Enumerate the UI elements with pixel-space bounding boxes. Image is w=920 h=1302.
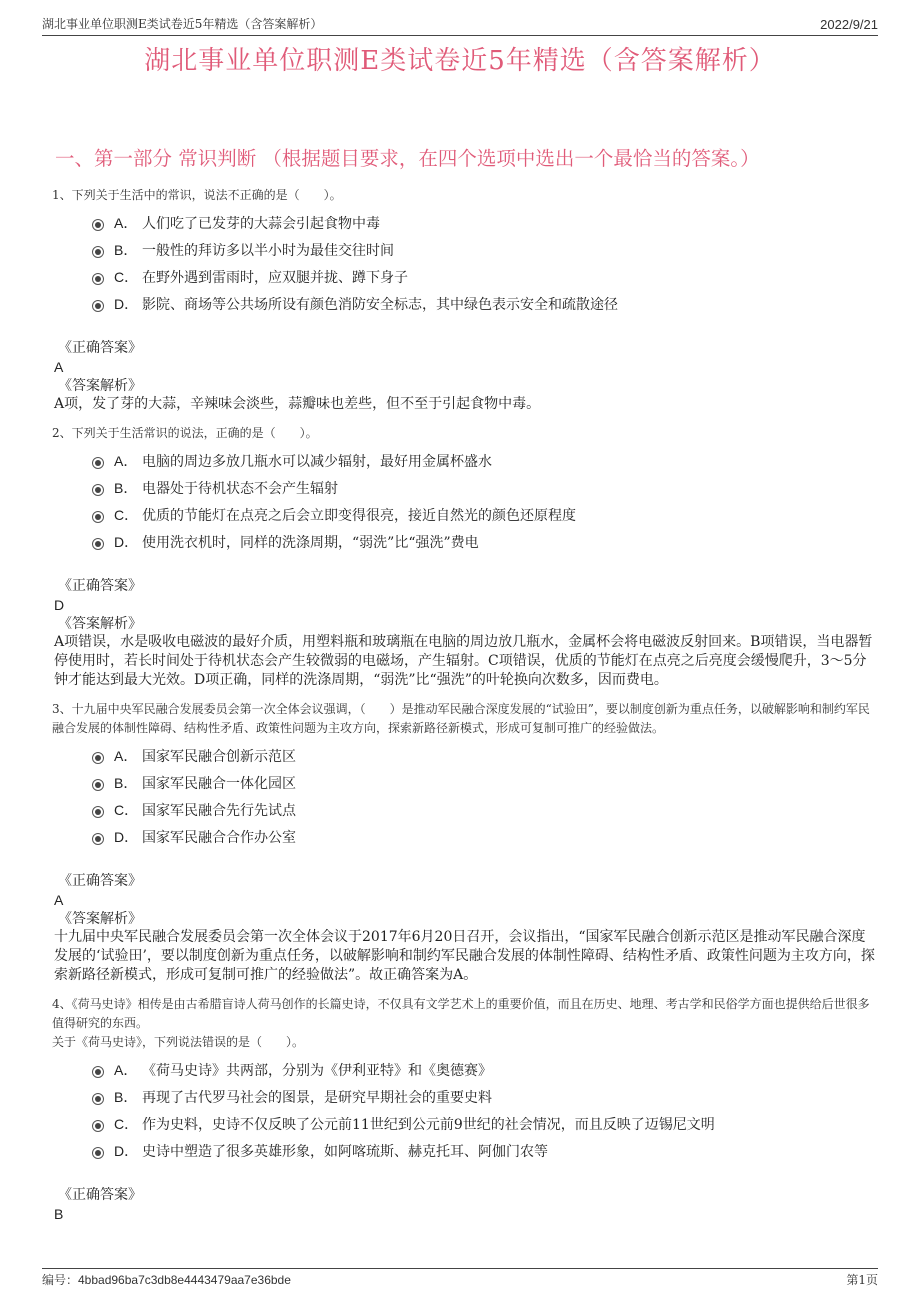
option-text: 史诗中塑造了很多英雄形象，如阿喀琉斯、赫克托耳、阿伽门农等	[142, 1143, 548, 1160]
correct-answer: B	[54, 1206, 64, 1222]
question-3	[52, 700, 878, 985]
radio-icon[interactable]	[92, 1120, 104, 1132]
option-text: 电器处于待机状态不会产生辐射	[142, 480, 338, 497]
question-list	[52, 186, 878, 1234]
explanation-text: A项，发了芽的大蒜，辛辣味会淡些，蒜瓣味也差些，但不至于引起食物中毒。	[54, 396, 541, 412]
explanation-text: A项错误，水是吸收电磁波的最好介质，用塑料瓶和玻璃瓶在电脑的周边放几瓶水，金属杯会将电磁波反射回来。B项错误，当电器暂停使用时，若长时间处于待机状态会产生较微弱的电磁场，产生辐射。C项错误，优质的节能灯在点亮之后亮度会缓慢爬升，3～5分钟才能达到最大光效。D项正确，同样的洗涤周期，“弱洗”比“强洗”的叶轮换向次数多，因而费电。	[54, 634, 873, 688]
radio-icon[interactable]	[92, 1066, 104, 1078]
document-code: 编号：4bbad96ba7c3db8e4443479aa7e36bde	[42, 1272, 291, 1287]
option-letter: A．	[114, 452, 138, 469]
option-list	[92, 1056, 878, 1164]
option-d[interactable]	[92, 290, 878, 317]
question-stem: 1、下列关于生活中的常识，说法不正确的是（ ）。	[52, 188, 342, 202]
option-a[interactable]	[92, 1056, 878, 1083]
option-d[interactable]	[92, 528, 878, 555]
explanation-label: 《答案解析》	[58, 911, 142, 927]
explanation-label: 《答案解析》	[58, 616, 142, 632]
page-number: 第1页	[846, 1272, 878, 1287]
option-text: 作为史料，史诗不仅反映了公元前11世纪到公元前9世纪的社会情况，而且反映了迈锡尼文明	[142, 1116, 715, 1133]
option-c[interactable]	[92, 501, 878, 528]
option-text: 再现了古代罗马社会的图景，是研究早期社会的重要史料	[142, 1089, 492, 1106]
option-letter: A．	[114, 214, 138, 231]
option-letter: B．	[114, 241, 138, 258]
option-list	[92, 209, 878, 317]
radio-icon[interactable]	[92, 779, 104, 791]
answer-section	[52, 872, 878, 985]
question-stem: 3、十九届中央军民融合发展委员会第一次全体会议强调，（ ）是推动军民融合深度发展的“试验田”，要以制度创新为重点任务，以破解影响和制约军民融合发展的体制性障碍、结构性矛盾、政策性问题为主攻方向，探索新路径新模式，形成可复制可推广的经验做法。	[52, 702, 870, 735]
option-letter: D．	[114, 828, 139, 845]
radio-icon[interactable]	[92, 511, 104, 523]
explanation-text: 十九届中央军民融合发展委员会第一次全体会议于2017年6月20日召开，会议指出，“国家军民融合创新示范区是推动军民融合深度发展的‘试验田’，要以制度创新为重点任务，以破解影响和制约军民融合发展的体制性障碍、结构性矛盾、政策性问题为主攻方向，探索新路径新模式，形成可复制可推广的经验做法”。故正确答案为A。	[54, 929, 875, 983]
option-text: 人们吃了已发芽的大蒜会引起食物中毒	[142, 215, 380, 232]
answer-section	[52, 577, 878, 690]
option-b[interactable]	[92, 474, 878, 501]
radio-icon[interactable]	[92, 833, 104, 845]
option-text: 影院、商场等公共场所设有颜色消防安全标志，其中绿色表示安全和疏散途径	[142, 296, 618, 313]
option-text: 国家军民融合一体化园区	[142, 775, 296, 792]
radio-icon[interactable]	[92, 1147, 104, 1159]
option-a[interactable]	[92, 447, 878, 474]
option-a[interactable]	[92, 209, 878, 236]
option-letter: D．	[114, 1142, 139, 1159]
question-1	[52, 186, 878, 414]
radio-icon[interactable]	[92, 484, 104, 496]
option-letter: B．	[114, 479, 138, 496]
option-d[interactable]	[92, 1137, 878, 1164]
option-b[interactable]	[92, 1083, 878, 1110]
question-stem-2: 关于《荷马史诗》，下列说法错误的是（ ）。	[52, 1035, 305, 1049]
option-letter: D．	[114, 295, 139, 312]
explanation-label: 《答案解析》	[58, 378, 142, 394]
option-b[interactable]	[92, 236, 878, 263]
radio-icon[interactable]	[92, 1093, 104, 1105]
option-letter: A．	[114, 747, 138, 764]
header-doc-name: 湖北事业单位职测E类试卷近5年精选（含答案解析）	[42, 17, 323, 31]
option-letter: C．	[114, 506, 139, 523]
answer-section	[52, 1186, 878, 1224]
option-letter: B．	[114, 774, 138, 791]
option-text: 使用洗衣机时，同样的洗涤周期，“弱洗”比“强洗”费电	[142, 534, 479, 551]
option-text: 国家军民融合合作办公室	[142, 829, 296, 846]
document-title: 湖北事业单位职测E类试卷近5年精选（含答案解析）	[144, 46, 776, 76]
option-a[interactable]	[92, 742, 878, 769]
question-2	[52, 424, 878, 690]
option-text: 国家军民融合创新示范区	[142, 748, 296, 765]
question-4	[52, 995, 878, 1224]
radio-icon[interactable]	[92, 457, 104, 469]
radio-icon[interactable]	[92, 273, 104, 285]
option-d[interactable]	[92, 823, 878, 850]
option-list	[92, 742, 878, 850]
radio-icon[interactable]	[92, 538, 104, 550]
radio-icon[interactable]	[92, 806, 104, 818]
option-letter: A．	[114, 1061, 138, 1078]
option-text: 一般性的拜访多以半小时为最佳交往时间	[142, 242, 394, 259]
option-letter: C．	[114, 268, 139, 285]
option-text: 《荷马史诗》共两部，分别为《伊利亚特》和《奥德赛》	[142, 1062, 492, 1079]
correct-answer-label: 《正确答案》	[58, 578, 142, 594]
option-letter: C．	[114, 801, 139, 818]
option-text: 国家军民融合先行先试点	[142, 802, 296, 819]
option-text: 优质的节能灯在点亮之后会立即变得很亮，接近自然光的颜色还原程度	[142, 507, 576, 524]
option-text: 在野外遇到雷雨时，应双腿并拢、蹲下身子	[142, 269, 408, 286]
correct-answer-label: 《正确答案》	[58, 340, 142, 356]
section-title: 一、第一部分 常识判断 （根据题目要求，在四个选项中选出一个最恰当的答案。）	[55, 147, 760, 170]
correct-answer-label: 《正确答案》	[58, 1187, 142, 1203]
radio-icon[interactable]	[92, 752, 104, 764]
option-c[interactable]	[92, 263, 878, 290]
question-stem: 4、《荷马史诗》相传是由古希腊盲诗人荷马创作的长篇史诗，不仅具有文学艺术上的重要价值，而且在历史、地理、考古学和民俗学方面也提供给后世很多值得研究的东西。	[52, 997, 870, 1030]
radio-icon[interactable]	[92, 219, 104, 231]
option-c[interactable]	[92, 796, 878, 823]
option-letter: D．	[114, 533, 139, 550]
answer-section	[52, 339, 878, 414]
radio-icon[interactable]	[92, 246, 104, 258]
option-letter: C．	[114, 1115, 139, 1132]
radio-icon[interactable]	[92, 300, 104, 312]
correct-answer: A	[54, 359, 64, 375]
header-date: 2022/9/21	[820, 17, 878, 32]
option-b[interactable]	[92, 769, 878, 796]
page-header	[42, 10, 878, 36]
option-list	[92, 447, 878, 555]
correct-answer-label: 《正确答案》	[58, 873, 142, 889]
option-letter: B．	[114, 1088, 138, 1105]
correct-answer: A	[54, 892, 64, 908]
option-c[interactable]	[92, 1110, 878, 1137]
correct-answer: D	[54, 597, 65, 613]
page-footer	[42, 1268, 878, 1289]
question-stem: 2、下列关于生活常识的说法，正确的是（ ）。	[52, 426, 318, 440]
option-text: 电脑的周边多放几瓶水可以减少辐射，最好用金属杯盛水	[142, 453, 492, 470]
